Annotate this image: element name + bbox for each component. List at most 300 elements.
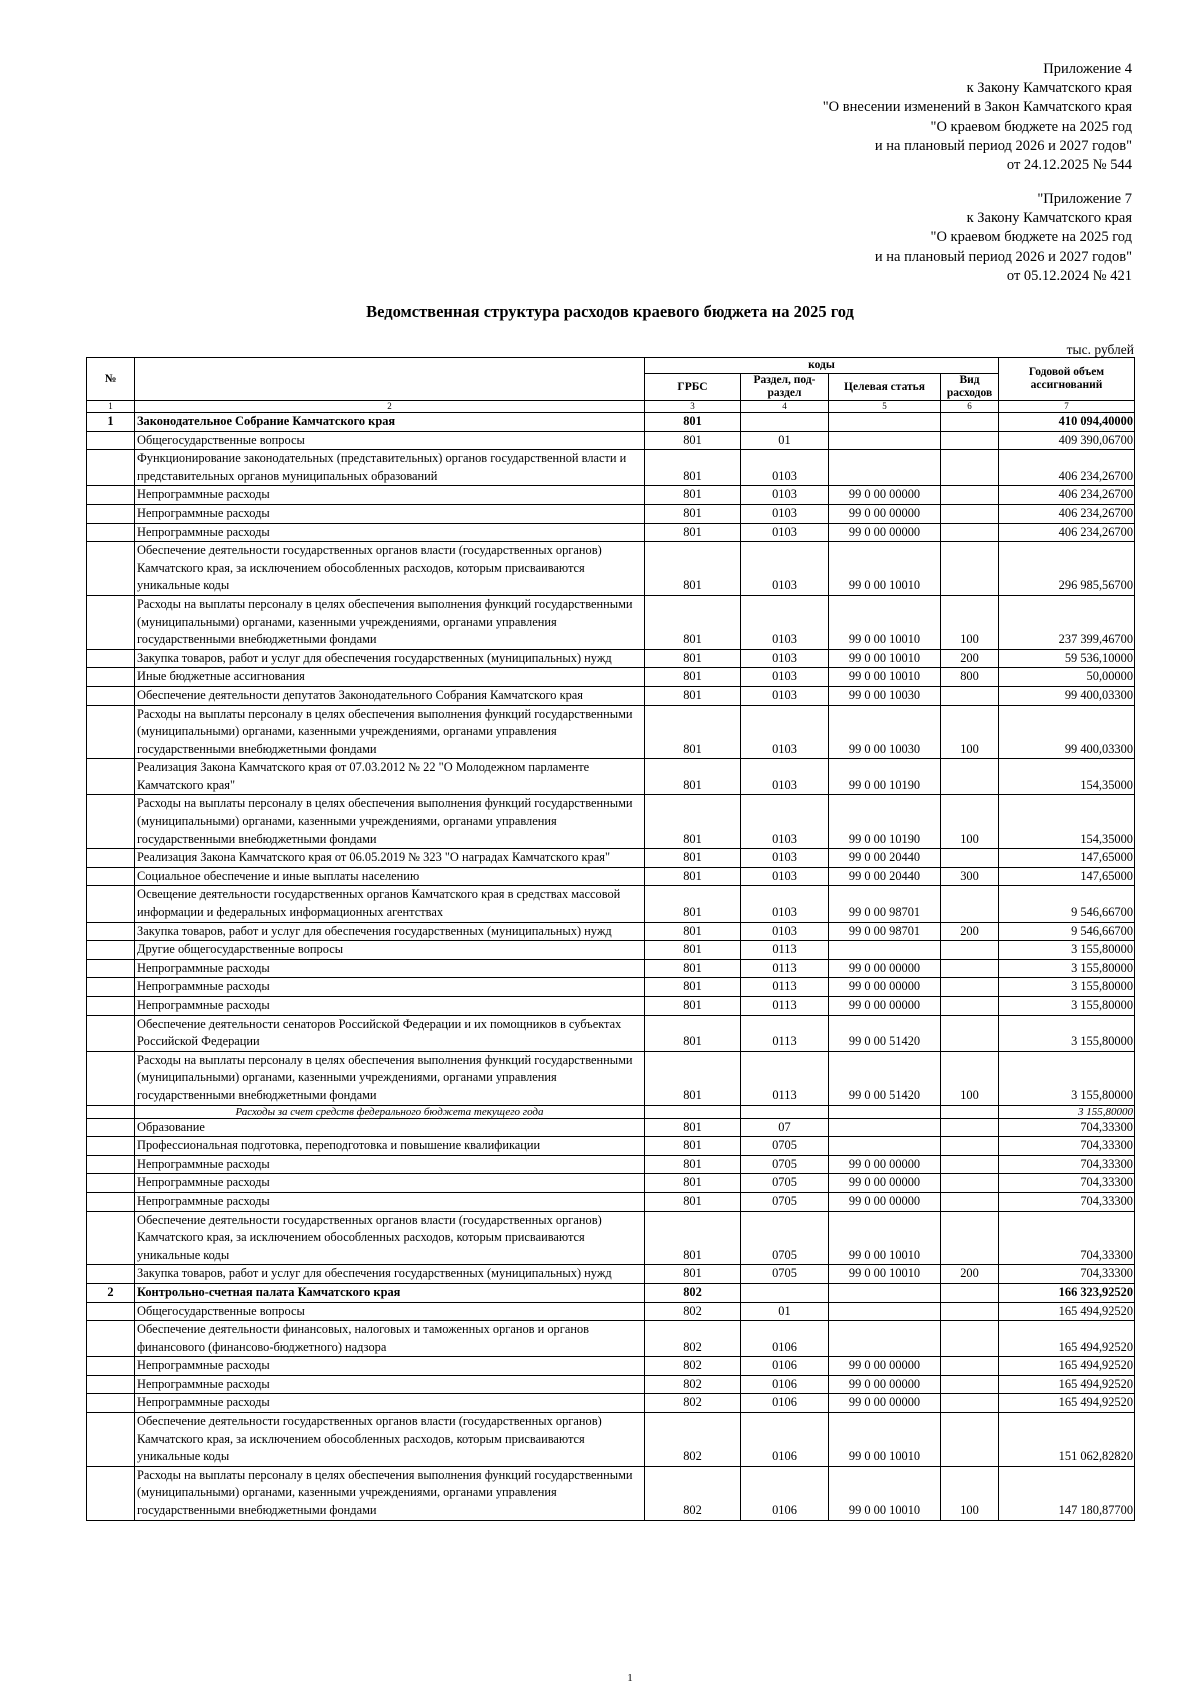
section-code: 0103: [741, 649, 829, 668]
amount: 704,33300: [999, 1265, 1135, 1284]
article-code: 99 0 00 51420: [829, 1015, 941, 1051]
expense-type-code: [941, 941, 999, 960]
expense-name: Расходы на выплаты персоналу в целях обеспечения выполнения функций государственными (муниципальными) органами, казенными учреждениями, органами управления государственными внебюджетными фондами: [135, 795, 645, 849]
table-row: [87, 523, 1135, 542]
table-row: [87, 1211, 1135, 1265]
article-code: 99 0 00 10010: [829, 668, 941, 687]
table-row: [87, 1357, 1135, 1376]
table-row: [87, 1283, 1135, 1302]
column-index: 7: [999, 401, 1135, 413]
amount: 3 155,80000: [999, 959, 1135, 978]
amount: 704,33300: [999, 1174, 1135, 1193]
expense-name: Непрограммные расходы: [135, 997, 645, 1016]
row-number: [87, 1357, 135, 1376]
section-code: 0103: [741, 486, 829, 505]
article-code: 99 0 00 00000: [829, 1394, 941, 1413]
row-number: [87, 1174, 135, 1193]
table-row: [87, 978, 1135, 997]
appendix-line: к Закону Камчатского края: [966, 210, 1132, 227]
row-number: [87, 867, 135, 886]
article-code: [829, 1118, 941, 1137]
expense-type-code: [941, 997, 999, 1016]
table-row: [87, 1394, 1135, 1413]
amount: 3 155,80000: [999, 1015, 1135, 1051]
document-title: Ведомственная структура расходов краевого бюджета на 2025 год: [366, 302, 854, 321]
amount: 3 155,80000: [999, 1051, 1135, 1105]
grbs-code: 801: [645, 959, 741, 978]
grbs-code: 801: [645, 922, 741, 941]
grbs-code: 801: [645, 1174, 741, 1193]
grbs-code: 801: [645, 1265, 741, 1284]
expense-type-code: [941, 504, 999, 523]
expense-type-code: 200: [941, 649, 999, 668]
section-code: 01: [741, 431, 829, 450]
row-number: [87, 668, 135, 687]
article-code: 99 0 00 10010: [829, 542, 941, 596]
row-number: [87, 1015, 135, 1051]
grbs-code: 802: [645, 1321, 741, 1357]
grbs-code: 801: [645, 595, 741, 649]
article-code: 99 0 00 10010: [829, 1466, 941, 1520]
grbs-code: 801: [645, 413, 741, 432]
article-code: 99 0 00 10010: [829, 1265, 941, 1284]
article-code: 99 0 00 10010: [829, 1211, 941, 1265]
budget-table-body: [87, 413, 1135, 1521]
grbs-code: 801: [645, 1192, 741, 1211]
amount: 406 234,26700: [999, 486, 1135, 505]
section-code: 01: [741, 1302, 829, 1321]
grbs-code: 801: [645, 431, 741, 450]
expense-type-code: 800: [941, 668, 999, 687]
amount: 9 546,66700: [999, 922, 1135, 941]
table-row: [87, 486, 1135, 505]
appendix-original-heading: [875, 190, 1132, 286]
table-row: [87, 1413, 1135, 1467]
amount: 296 985,56700: [999, 542, 1135, 596]
section-code: 0705: [741, 1192, 829, 1211]
section-code: [741, 1105, 829, 1118]
grbs-code: 801: [645, 504, 741, 523]
grbs-code: 802: [645, 1466, 741, 1520]
amount: 3 155,80000: [999, 997, 1135, 1016]
amount: 99 400,03300: [999, 705, 1135, 759]
expense-type-code: [941, 1283, 999, 1302]
row-number: [87, 849, 135, 868]
expense-type-code: [941, 1174, 999, 1193]
article-code: [829, 1302, 941, 1321]
expense-type-code: 100: [941, 1466, 999, 1520]
expense-name: Обеспечение деятельности сенаторов Российской Федерации и их помощников в субъектах Российской Федерации: [135, 1015, 645, 1051]
table-row: [87, 1375, 1135, 1394]
article-code: [829, 1105, 941, 1118]
section-code: 0103: [741, 686, 829, 705]
grbs-code: 801: [645, 705, 741, 759]
section-code: 0103: [741, 795, 829, 849]
header-codes: коды: [645, 358, 999, 374]
expense-name: Непрограммные расходы: [135, 523, 645, 542]
expense-name: Закупка товаров, работ и услуг для обеспечения государственных (муниципальных) нужд: [135, 922, 645, 941]
expense-name: Непрограммные расходы: [135, 1375, 645, 1394]
article-code: 99 0 00 10030: [829, 686, 941, 705]
table-row: [87, 649, 1135, 668]
article-code: 99 0 00 51420: [829, 1051, 941, 1105]
amount: 406 234,26700: [999, 523, 1135, 542]
row-number: [87, 686, 135, 705]
article-code: [829, 941, 941, 960]
section-code: 0113: [741, 941, 829, 960]
grbs-code: 802: [645, 1302, 741, 1321]
expense-name: Закупка товаров, работ и услуг для обеспечения государственных (муниципальных) нужд: [135, 649, 645, 668]
section-code: 0705: [741, 1211, 829, 1265]
expense-type-code: [941, 1394, 999, 1413]
row-number: 1: [87, 413, 135, 432]
expense-type-code: 100: [941, 1051, 999, 1105]
section-code: 0103: [741, 523, 829, 542]
appendix-line: "О краевом бюджете на 2025 год: [930, 229, 1132, 246]
section-code: 0106: [741, 1357, 829, 1376]
amount: 237 399,46700: [999, 595, 1135, 649]
amount: 9 546,66700: [999, 886, 1135, 922]
header-name: [135, 358, 645, 401]
section-code: 0705: [741, 1265, 829, 1284]
row-number: [87, 1105, 135, 1118]
section-code: 0103: [741, 504, 829, 523]
section-code: 0113: [741, 1015, 829, 1051]
amount: 165 494,92520: [999, 1394, 1135, 1413]
amount: 165 494,92520: [999, 1357, 1135, 1376]
expense-name: Обеспечение деятельности государственных органов власти (государственных органов) Камчатского края, за исключением обособленных расходов, которым присваиваются уникальные коды: [135, 1211, 645, 1265]
amount: 704,33300: [999, 1192, 1135, 1211]
row-number: [87, 595, 135, 649]
row-number: [87, 1211, 135, 1265]
section-code: [741, 1283, 829, 1302]
grbs-code: 802: [645, 1375, 741, 1394]
expense-name: Другие общегосударственные вопросы: [135, 941, 645, 960]
header-type: Вид расходов: [941, 374, 999, 401]
table-row: [87, 1302, 1135, 1321]
table-row: [87, 542, 1135, 596]
grbs-code: 801: [645, 978, 741, 997]
article-code: 99 0 00 20440: [829, 867, 941, 886]
table-row: [87, 849, 1135, 868]
page-number: 1: [627, 1672, 633, 1684]
expense-name: Контрольно-счетная палата Камчатского края: [135, 1283, 645, 1302]
expense-type-code: [941, 1211, 999, 1265]
amount: 166 323,92520: [999, 1283, 1135, 1302]
article-code: 99 0 00 00000: [829, 997, 941, 1016]
expense-name: Непрограммные расходы: [135, 486, 645, 505]
column-index: 4: [741, 401, 829, 413]
expense-type-code: [941, 486, 999, 505]
column-index: 1: [87, 401, 135, 413]
table-row: [87, 1118, 1135, 1137]
article-code: 99 0 00 00000: [829, 1192, 941, 1211]
expense-name: Непрограммные расходы: [135, 978, 645, 997]
expense-type-code: [941, 1375, 999, 1394]
row-number: [87, 959, 135, 978]
expense-type-code: [941, 1357, 999, 1376]
appendix-line: и на плановый период 2026 и 2027 годов": [874, 137, 1132, 154]
amount: 151 062,82820: [999, 1413, 1135, 1467]
expense-name: Реализация Закона Камчатского края от 06.05.2019 № 323 "О наградах Камчатского края": [135, 849, 645, 868]
appendix-line: "О краевом бюджете на 2025 год: [930, 118, 1132, 135]
section-code: 0705: [741, 1174, 829, 1193]
row-number: [87, 997, 135, 1016]
grbs-code: 801: [645, 486, 741, 505]
amount: 704,33300: [999, 1211, 1135, 1265]
expense-type-code: 100: [941, 705, 999, 759]
expense-name: Образование: [135, 1118, 645, 1137]
expense-name: Расходы на выплаты персоналу в целях обеспечения выполнения функций государственными (муниципальными) органами, казенными учреждениями, органами управления государственными внебюджетными фондами: [135, 1051, 645, 1105]
article-code: 99 0 00 00000: [829, 1375, 941, 1394]
expense-name: Непрограммные расходы: [135, 1192, 645, 1211]
row-number: [87, 504, 135, 523]
expense-type-code: 200: [941, 1265, 999, 1284]
grbs-code: 801: [645, 1137, 741, 1156]
expense-type-code: [941, 1192, 999, 1211]
column-index: 5: [829, 401, 941, 413]
table-row: [87, 795, 1135, 849]
expense-name: Функционирование законодательных (представительных) органов государственной власти и представительных органов муниципальных образований: [135, 450, 645, 486]
amount: 99 400,03300: [999, 686, 1135, 705]
grbs-code: 802: [645, 1357, 741, 1376]
section-code: 0106: [741, 1394, 829, 1413]
column-index: 6: [941, 401, 999, 413]
grbs-code: 801: [645, 1118, 741, 1137]
article-code: 99 0 00 00000: [829, 523, 941, 542]
amount: 704,33300: [999, 1155, 1135, 1174]
expense-name: Законодательное Собрание Камчатского края: [135, 413, 645, 432]
expense-name: Освещение деятельности государственных органов Камчатского края в средствах массовой информации и федеральных информационных агентствах: [135, 886, 645, 922]
table-row: [87, 867, 1135, 886]
appendix-line: "Приложение 7: [1037, 191, 1132, 207]
expense-name: Непрограммные расходы: [135, 1394, 645, 1413]
grbs-code: 801: [645, 997, 741, 1016]
expense-type-code: 100: [941, 595, 999, 649]
article-code: 99 0 00 00000: [829, 504, 941, 523]
row-number: [87, 1118, 135, 1137]
expense-type-code: [941, 1015, 999, 1051]
header-amount: Годовой объем ассигнований: [999, 358, 1135, 401]
expense-name: Обеспечение деятельности финансовых, налоговых и таможенных органов и органов финансового (финансово-бюджетного) надзора: [135, 1321, 645, 1357]
expense-type-code: [941, 978, 999, 997]
table-row: [87, 1174, 1135, 1193]
article-code: [829, 1321, 941, 1357]
expense-name: Профессиональная подготовка, переподготовка и повышение квалификации: [135, 1137, 645, 1156]
section-code: 0113: [741, 1051, 829, 1105]
expense-type-code: [941, 413, 999, 432]
table-row: [87, 1015, 1135, 1051]
expense-type-code: [941, 1302, 999, 1321]
row-number: 2: [87, 1283, 135, 1302]
section-code: 0106: [741, 1413, 829, 1467]
amount: 165 494,92520: [999, 1321, 1135, 1357]
table-row: [87, 595, 1135, 649]
table-row: [87, 1192, 1135, 1211]
row-number: [87, 1321, 135, 1357]
row-number: [87, 941, 135, 960]
section-code: 0705: [741, 1155, 829, 1174]
expense-name: Общегосударственные вопросы: [135, 431, 645, 450]
section-code: 0103: [741, 759, 829, 795]
expense-type-code: [941, 1413, 999, 1467]
grbs-code: 801: [645, 1051, 741, 1105]
section-code: 0106: [741, 1321, 829, 1357]
grbs-code: 801: [645, 849, 741, 868]
section-code: 0103: [741, 542, 829, 596]
article-code: 99 0 00 00000: [829, 1174, 941, 1193]
section-code: 0103: [741, 595, 829, 649]
amount: 59 536,10000: [999, 649, 1135, 668]
expense-type-code: [941, 1137, 999, 1156]
header-num: №: [87, 358, 135, 401]
section-code: 0103: [741, 705, 829, 759]
article-code: 99 0 00 10030: [829, 705, 941, 759]
article-code: 99 0 00 98701: [829, 886, 941, 922]
grbs-code: 802: [645, 1283, 741, 1302]
table-row: [87, 504, 1135, 523]
row-number: [87, 978, 135, 997]
article-code: 99 0 00 20440: [829, 849, 941, 868]
expense-type-code: [941, 959, 999, 978]
amount: 410 094,40000: [999, 413, 1135, 432]
row-number: [87, 431, 135, 450]
expense-name: Непрограммные расходы: [135, 1357, 645, 1376]
expense-type-code: [941, 1321, 999, 1357]
amount: 147,65000: [999, 867, 1135, 886]
article-code: 99 0 00 98701: [829, 922, 941, 941]
header-article: Целевая статья: [829, 374, 941, 401]
section-code: 0103: [741, 886, 829, 922]
appendix-line: от 24.12.2025 № 544: [1006, 157, 1132, 174]
section-code: 0103: [741, 450, 829, 486]
grbs-code: 801: [645, 759, 741, 795]
row-number: [87, 886, 135, 922]
expense-name: Непрограммные расходы: [135, 1174, 645, 1193]
row-number: [87, 705, 135, 759]
amount: 3 155,80000: [999, 941, 1135, 960]
table-row: [87, 1155, 1135, 1174]
amount: 704,33300: [999, 1137, 1135, 1156]
grbs-code: 802: [645, 1394, 741, 1413]
grbs-code: 801: [645, 450, 741, 486]
row-number: [87, 542, 135, 596]
expense-type-code: [941, 849, 999, 868]
expense-name: Общегосударственные вопросы: [135, 1302, 645, 1321]
expense-type-code: [941, 1155, 999, 1174]
row-number: [87, 1137, 135, 1156]
section-code: 0705: [741, 1137, 829, 1156]
article-code: [829, 413, 941, 432]
row-number: [87, 1394, 135, 1413]
amount: 154,35000: [999, 795, 1135, 849]
amount: 165 494,92520: [999, 1302, 1135, 1321]
table-row: [87, 431, 1135, 450]
expense-name: Закупка товаров, работ и услуг для обеспечения государственных (муниципальных) нужд: [135, 1265, 645, 1284]
article-code: [829, 450, 941, 486]
grbs-code: 801: [645, 542, 741, 596]
section-code: 0103: [741, 849, 829, 868]
grbs-code: 801: [645, 941, 741, 960]
grbs-code: 801: [645, 867, 741, 886]
expense-type-code: [941, 759, 999, 795]
row-number: [87, 795, 135, 849]
row-number: [87, 486, 135, 505]
table-row: [87, 1321, 1135, 1357]
article-code: 99 0 00 00000: [829, 959, 941, 978]
grbs-code: 801: [645, 1155, 741, 1174]
amount: 50,00000: [999, 668, 1135, 687]
table-row: [87, 886, 1135, 922]
expense-name: Расходы за счет средств федерального бюджета текущего года: [135, 1105, 645, 1118]
expense-type-code: [941, 450, 999, 486]
column-index: 2: [135, 401, 645, 413]
expense-type-code: [941, 523, 999, 542]
amount: 147 180,87700: [999, 1466, 1135, 1520]
header-section: Раздел, под-раздел: [741, 374, 829, 401]
amount: 409 390,06700: [999, 431, 1135, 450]
row-number: [87, 922, 135, 941]
expense-name: Обеспечение деятельности государственных органов власти (государственных органов) Камчатского края, за исключением обособленных расходов, которым присваиваются уникальные коды: [135, 1413, 645, 1467]
table-row: [87, 1105, 1135, 1118]
section-code: 0113: [741, 997, 829, 1016]
section-code: [741, 413, 829, 432]
table-row: [87, 922, 1135, 941]
grbs-code: 801: [645, 686, 741, 705]
section-code: 0113: [741, 959, 829, 978]
amount: 406 234,26700: [999, 504, 1135, 523]
expense-name: Непрограммные расходы: [135, 959, 645, 978]
article-code: [829, 1283, 941, 1302]
header-grbs: ГРБС: [645, 374, 741, 401]
amount: 165 494,92520: [999, 1375, 1135, 1394]
expense-name: Обеспечение деятельности государственных органов власти (государственных органов) Камчатского края, за исключением обособленных расходов, которым присваиваются уникальные коды: [135, 542, 645, 596]
section-code: 07: [741, 1118, 829, 1137]
section-code: 0106: [741, 1466, 829, 1520]
table-row: [87, 759, 1135, 795]
table-row: [87, 668, 1135, 687]
appendix-line: к Закону Камчатского края: [966, 80, 1132, 97]
grbs-code: [645, 1105, 741, 1118]
article-code: 99 0 00 10190: [829, 795, 941, 849]
table-row: [87, 1466, 1135, 1520]
row-number: [87, 450, 135, 486]
appendix-line: "О внесении изменений в Закон Камчатского края: [822, 99, 1132, 116]
expense-name: Иные бюджетные ассигнования: [135, 668, 645, 687]
expense-type-code: [941, 1105, 999, 1118]
article-code: 99 0 00 00000: [829, 486, 941, 505]
expense-type-code: 100: [941, 795, 999, 849]
article-code: 99 0 00 10010: [829, 1413, 941, 1467]
expense-type-code: 300: [941, 867, 999, 886]
article-code: 99 0 00 00000: [829, 1155, 941, 1174]
table-row: [87, 1051, 1135, 1105]
amount: 406 234,26700: [999, 450, 1135, 486]
article-code: 99 0 00 10190: [829, 759, 941, 795]
expense-name: Обеспечение деятельности депутатов Законодательного Собрания Камчатского края: [135, 686, 645, 705]
row-number: [87, 1466, 135, 1520]
budget-table: [86, 357, 1135, 1521]
section-code: 0103: [741, 668, 829, 687]
table-row: [87, 941, 1135, 960]
section-code: 0103: [741, 867, 829, 886]
table-row: [87, 1137, 1135, 1156]
amount: 704,33300: [999, 1118, 1135, 1137]
expense-type-code: [941, 686, 999, 705]
appendix-line: от 05.12.2024 № 421: [1006, 267, 1132, 284]
grbs-code: 801: [645, 1015, 741, 1051]
table-row: [87, 413, 1135, 432]
